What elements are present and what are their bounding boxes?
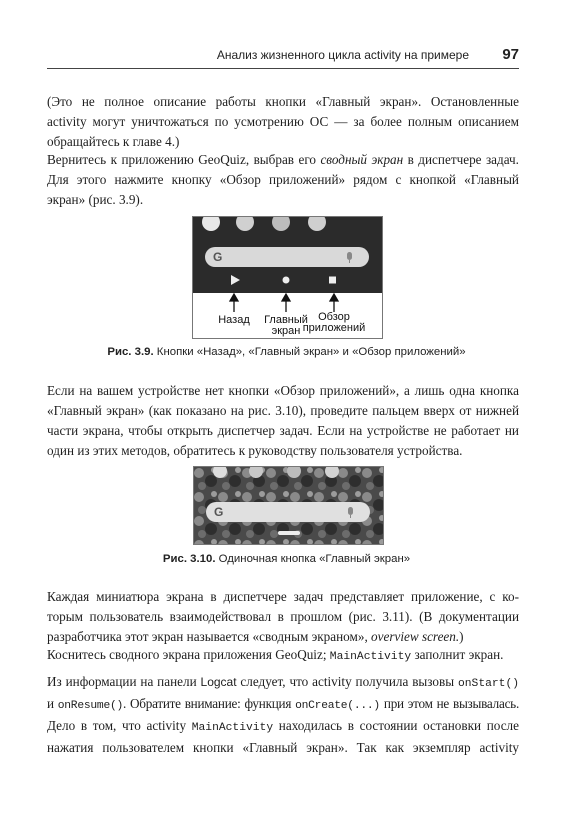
figure-3-10 bbox=[193, 466, 384, 545]
home-circle-icon bbox=[283, 277, 290, 284]
paragraph-6-line-3 bbox=[47, 716, 519, 738]
running-header-title: Анализ жизненного цикла activity на примере bbox=[216, 48, 469, 62]
paragraph-1 bbox=[47, 92, 519, 152]
text-run: Дело в том, что activity bbox=[47, 718, 192, 733]
overview-square-icon bbox=[329, 277, 336, 284]
emphasis-text: сводный экран bbox=[320, 152, 404, 167]
paragraph-6-line-1 bbox=[47, 672, 519, 694]
caption-text: Одиночная кнопка «Главный экран» bbox=[215, 553, 411, 565]
figure-3-9 bbox=[192, 216, 383, 339]
paragraph-3-line-1: Если на вашем устройстве нет кнопки «Обзор приложений», а лишь одна кнопка bbox=[47, 383, 519, 398]
text-run: при этом не вызывалась. bbox=[379, 696, 519, 711]
caption-text: Кнопки «Назад», «Главный экран» и «Обзор приложений» bbox=[153, 346, 466, 358]
figure-3-9-graphic bbox=[193, 217, 382, 338]
text-run: следует, что activity получила вызовы bbox=[236, 674, 458, 689]
running-header bbox=[47, 44, 519, 69]
code-text: onCreate(...) bbox=[295, 700, 380, 712]
paragraph-2-line-1 bbox=[47, 150, 519, 170]
paragraph-4-line-2: торым пользователь взаимодействовал в прошлом (рис. 3.11). (В документации bbox=[47, 609, 519, 624]
figure-3-9-caption bbox=[0, 346, 573, 358]
paragraph-4-line-1: Каждая миниатюра экрана в диспетчере задач представляет приложение, с ко- bbox=[47, 589, 519, 604]
text-run: Вернитесь к приложению GeoQuiz, выбрав его bbox=[47, 152, 321, 167]
text-run: Коснитесь сводного экрана приложения GeoQuiz; bbox=[47, 647, 330, 662]
text-run: заполнит экран. bbox=[411, 647, 504, 662]
label-home-1: Главный bbox=[264, 314, 308, 326]
search-bar bbox=[205, 247, 369, 267]
search-bar bbox=[206, 502, 370, 522]
label-overview-1: Обзор bbox=[318, 311, 350, 323]
text-run: и bbox=[47, 696, 58, 711]
ui-term-text: Logcat bbox=[200, 675, 237, 689]
paragraph-5 bbox=[47, 645, 519, 667]
caption-number: Рис. 3.10. bbox=[162, 553, 216, 565]
paragraph-5-line-1 bbox=[47, 645, 519, 667]
paragraph-3-line-2: «Главный экран» (как показано на рис. 3.10), проведите пальцем вверх от нижней bbox=[47, 403, 519, 418]
paragraph-1-line-3: обращайтесь к главе 4.) bbox=[47, 134, 180, 149]
code-text: onResume() bbox=[57, 700, 124, 712]
arrow-up-icon bbox=[230, 294, 238, 301]
arrow-up-icon bbox=[282, 294, 290, 301]
paragraph-4-line-3 bbox=[47, 627, 519, 647]
caption-number: Рис. 3.9. bbox=[107, 346, 154, 358]
arrow-up-icon bbox=[330, 294, 338, 301]
emphasis-text: overview screen. bbox=[371, 629, 460, 644]
text-run: в диспетчере задач. bbox=[403, 152, 519, 167]
page-number: 97 bbox=[502, 46, 519, 63]
paragraph-3 bbox=[47, 381, 519, 461]
label-overview-2: приложений bbox=[302, 322, 366, 334]
code-text: MainActivity bbox=[191, 722, 274, 734]
google-g-icon: G bbox=[214, 505, 224, 519]
paragraph-1-line-2: activity могут уничтожаться по усмотрению ОС — за более полным описанием bbox=[47, 114, 519, 129]
label-back: Назад bbox=[218, 314, 250, 326]
home-pill-icon bbox=[278, 531, 300, 535]
paragraph-6-line-2 bbox=[47, 694, 519, 716]
paragraph-6 bbox=[47, 672, 519, 758]
text-run: разработчика этот экран называется «сводным экраном», bbox=[47, 629, 372, 644]
paragraph-2-line-3: экран» (рис. 3.9). bbox=[47, 192, 144, 207]
paragraph-3-line-3: части экрана, чтобы открыть диспетчер задач. Если на устройстве не работает ни bbox=[47, 423, 519, 438]
text-run: . Обратите внимание: функция bbox=[123, 696, 296, 711]
figure-3-10-graphic bbox=[194, 467, 383, 544]
google-g-icon: G bbox=[213, 250, 223, 264]
paragraph-2 bbox=[47, 150, 519, 210]
paragraph-4 bbox=[47, 587, 519, 647]
figure-3-10-caption bbox=[0, 553, 573, 565]
paragraph-6-line-4: нажатия пользователем кнопки «Главный экран». Так как экземпляр activity bbox=[47, 740, 519, 755]
paragraph-2-line-2: Для этого нажмите кнопку «Обзор приложений» рядом с кнопкой «Главный bbox=[47, 172, 519, 187]
code-text: onStart() bbox=[457, 678, 519, 690]
code-text: MainActivity bbox=[329, 651, 412, 663]
paragraph-1-line-1: (Это не полное описание работы кнопки «Главный экран». Остановленные bbox=[47, 94, 519, 109]
paragraph-3-line-4: один из этих методов, обратитесь к руководству пользователя устройства. bbox=[47, 443, 463, 458]
text-run: Из информации на панели bbox=[47, 674, 201, 689]
text-run: находилась в состоянии остановки после bbox=[273, 718, 519, 733]
text-run: ) bbox=[459, 629, 464, 644]
label-home-2: экран bbox=[271, 325, 301, 337]
